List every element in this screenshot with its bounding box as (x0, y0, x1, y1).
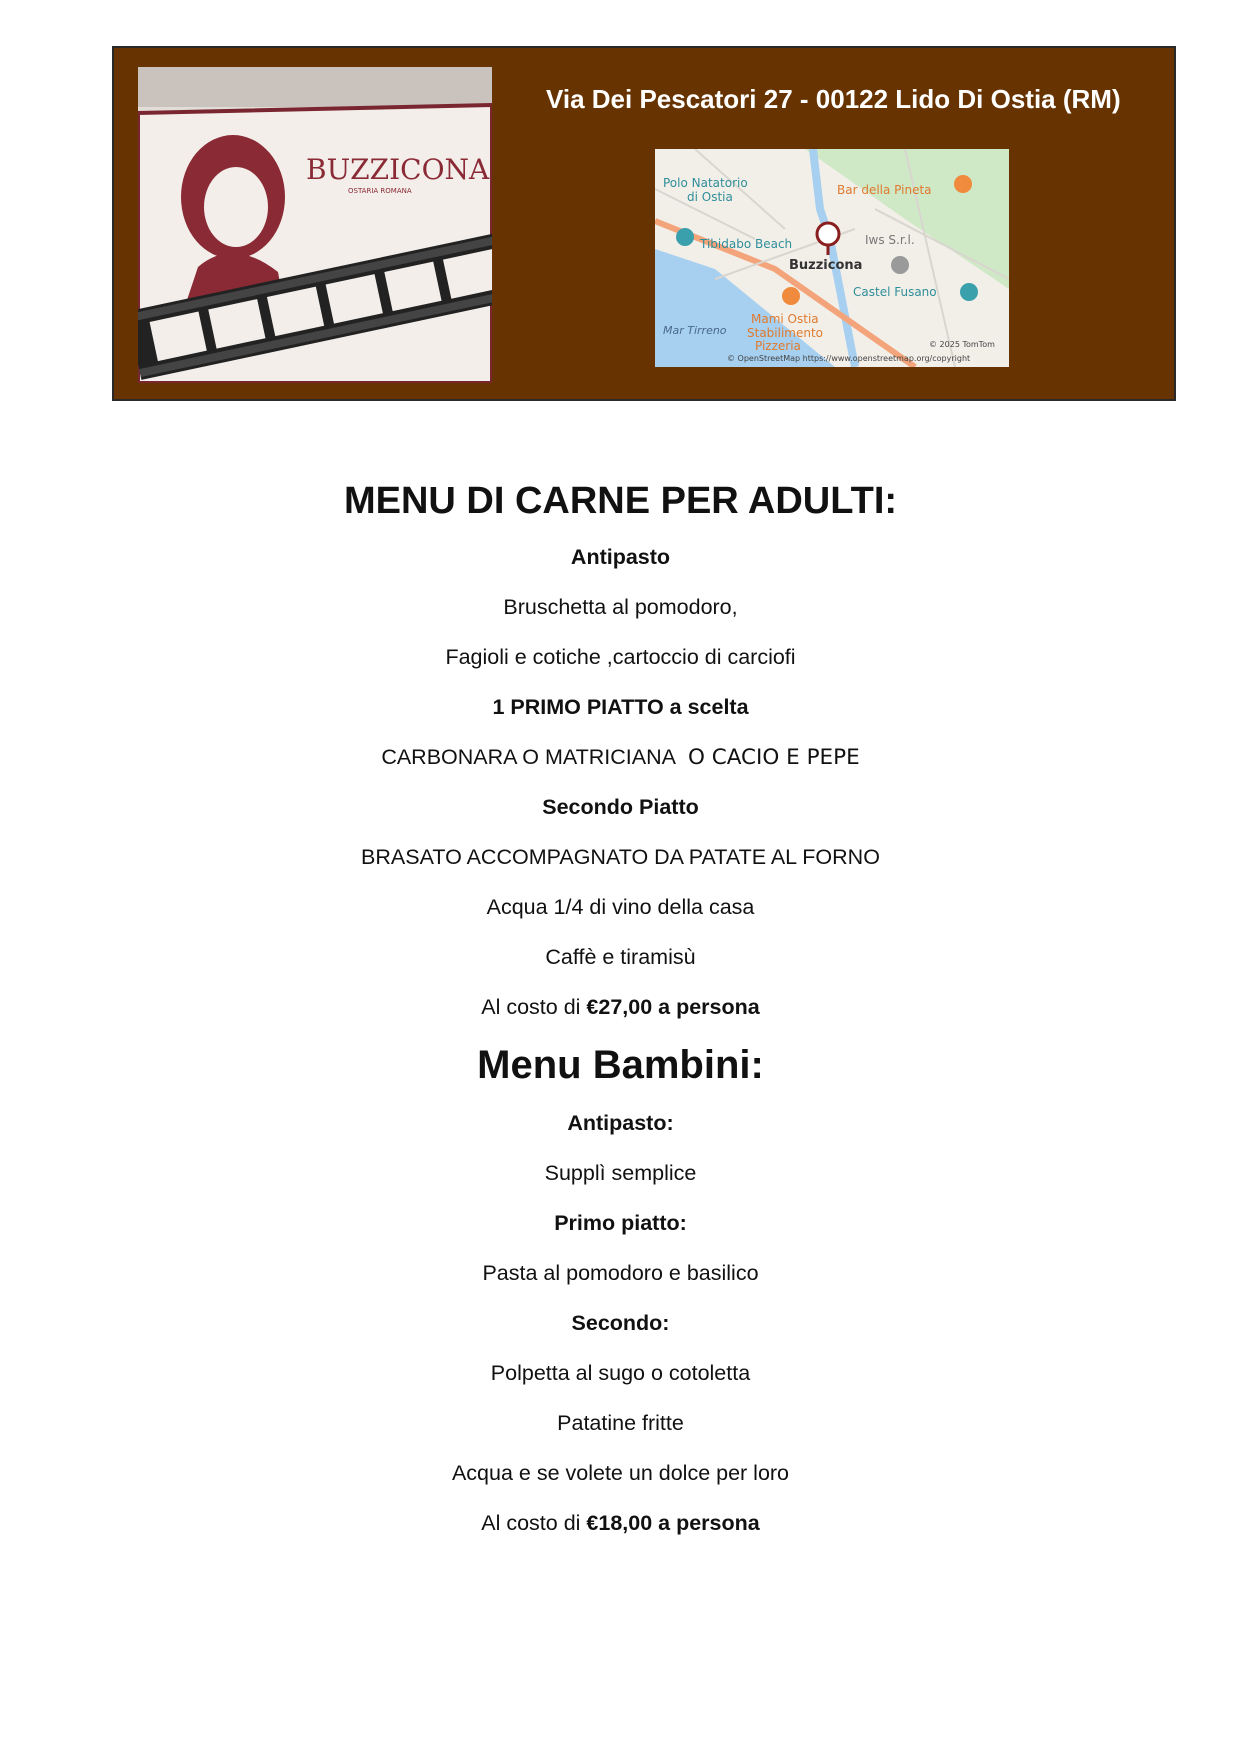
kids-primo-item: Pasta al pomodoro e basilico (482, 1261, 759, 1285)
map-label-mami: Mami Ostia (751, 312, 819, 326)
kids-antipasto-heading: Antipasto: (567, 1111, 674, 1135)
map-label-bar: Bar della Pineta (837, 183, 932, 197)
restaurant-address: Via Dei Pescatori 27 - 00122 Lido Di Ostia (RM) (546, 84, 1121, 114)
placemat-illustration (138, 67, 492, 383)
map-label-pizzeria: Pizzeria (755, 339, 801, 353)
menu-content (0, 470, 1241, 1548)
map-label-polo-2: di Ostia (687, 190, 733, 204)
adult-price: €27,00 a persona (586, 995, 760, 1019)
kids-price-prefix: Al costo di (481, 1511, 581, 1535)
map-label-tibidabo: Tibidabo Beach (700, 237, 793, 251)
kids-primo-heading: Primo piatto: (554, 1211, 687, 1235)
map-tomtom-credit: © 2025 TomTom (929, 340, 995, 349)
kids-price: €18,00 a persona (586, 1511, 760, 1535)
adult-antipasto-item-1: Bruschetta al pomodoro, (503, 595, 738, 619)
map-label-polo: Polo Natatorio (663, 176, 748, 190)
map-label-buzzicona: Buzzicona (789, 258, 863, 273)
kids-secondo-item: Polpetta al sugo o cotoletta (490, 1361, 751, 1385)
map-label-castel: Castel Fusano (853, 285, 937, 299)
adult-primo-heading: 1 PRIMO PIATTO a scelta (492, 695, 749, 719)
kids-antipasto-item: Supplì semplice (544, 1161, 697, 1185)
adult-secondo-item: BRASATO ACCOMPAGNATO DA PATATE AL FORNO (361, 845, 880, 869)
kids-secondo-heading: Secondo: (571, 1311, 670, 1335)
adult-dolce: Caffè e tiramisù (545, 945, 696, 969)
kids-extra: Acqua e se volete un dolce per loro (451, 1461, 790, 1485)
adult-primo-options-main: CARBONARA O MATRICIANA (381, 745, 676, 769)
map-label-iws: Iws S.r.l. (865, 233, 915, 247)
adult-price-prefix: Al costo di (481, 995, 581, 1019)
kids-menu-title: Menu Bambini: (477, 1043, 764, 1087)
adult-primo-options (0, 732, 1241, 782)
location-map[interactable] (655, 149, 1009, 367)
adult-antipasto-heading: Antipasto (570, 545, 671, 569)
map-label-stabilimento: Stabilimento (747, 326, 824, 340)
sign-subtitle: OSTARIA ROMANA (348, 187, 412, 195)
adult-primo-options-extra: O CACIO E PEPE (687, 745, 860, 770)
adult-price-line (0, 982, 1241, 1032)
adult-menu-title: MENU DI CARNE PER ADULTI: (343, 480, 898, 522)
map-graphic (655, 149, 1009, 367)
map-osm-credit: © OpenStreetMap https://www.openstreetmap.org/copyright (727, 354, 971, 363)
adult-secondo-heading: Secondo Piatto (542, 795, 699, 819)
kids-contorno: Patatine fritte (557, 1411, 684, 1435)
header-banner (112, 46, 1176, 401)
adult-antipasto-item-2: Fagioli e cotiche ,cartoccio di carciofi (445, 645, 796, 669)
kids-price-line (0, 1498, 1241, 1548)
restaurant-photo (138, 67, 492, 383)
adult-bevande: Acqua 1/4 di vino della casa (486, 895, 755, 919)
map-label-tirreno: Mar Tirreno (663, 324, 727, 337)
sign-name: BUZZICONA (306, 153, 490, 186)
